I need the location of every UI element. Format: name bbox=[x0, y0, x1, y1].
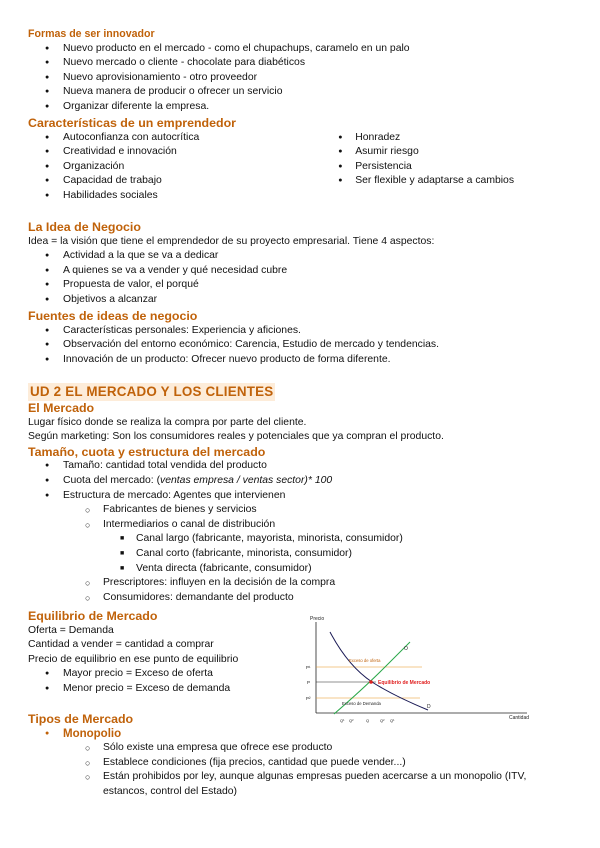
list-item-monopolio: ● Monopolio bbox=[28, 727, 580, 742]
sub-list-item: ○ Están prohibidos por ley, aunque algunas empresas pueden acercarse a un monopolio (ITV, estancos, control del Estado) bbox=[28, 770, 573, 799]
heading-tipos-mercado: Tipos de Mercado bbox=[28, 712, 134, 726]
section-idea-negocio bbox=[28, 220, 580, 308]
list-item: ● Nuevo producto en el mercado - como el chupachups, caramelo en un palo bbox=[28, 42, 580, 57]
sub-list-item: ○ Intermediarios o canal de distribución bbox=[28, 518, 580, 533]
sub-list-item: ○ Prescriptores: influyen en la decisión de la compra bbox=[28, 576, 580, 591]
sub-sub-list-item: ■ Canal corto (fabricante, minorista, consumidor) bbox=[28, 547, 580, 562]
heading-el-mercado: El Mercado bbox=[28, 401, 95, 415]
list-left-column bbox=[28, 131, 328, 204]
list-item: ● Actividad a la que se va a dedicar bbox=[28, 249, 580, 264]
list-item: ● Mayor precio = Exceso de oferta bbox=[28, 667, 580, 682]
sub-list-item: ○ Fabricantes de bienes y servicios bbox=[28, 503, 580, 518]
list-item: ● Menor precio = Exceso de demanda bbox=[28, 682, 580, 697]
list-item: ● Observación del entorno económico: Carencia, Estudio de mercado y tendencias. bbox=[28, 338, 580, 353]
list-item-cuota bbox=[28, 474, 580, 489]
list-item: ● Organizar diferente la empresa. bbox=[28, 100, 580, 115]
list-item: ● Capacidad de trabajo bbox=[28, 174, 328, 189]
list-item: ● Autoconfianza con autocrítica bbox=[28, 131, 328, 146]
list-item: ● Creatividad e innovación bbox=[28, 145, 328, 160]
q-tick-5: Q¹ bbox=[390, 718, 395, 723]
list-fuentes-ideas bbox=[28, 324, 580, 368]
section-formas-innovador bbox=[28, 27, 580, 115]
exceso-oferta-label: Exceso de oferta bbox=[349, 658, 381, 663]
cuota-label: Cuota del mercado: ( bbox=[63, 474, 161, 486]
sub-list-item: ○ Consumidores: demandante del producto bbox=[28, 591, 580, 606]
sub-list-item: ○ Establece condiciones (fija precios, cantidad que puede vender...) bbox=[28, 756, 580, 771]
list-idea-aspectos bbox=[28, 249, 580, 307]
cuota-tail: )* 100 bbox=[304, 474, 333, 486]
list-item: ● Objetivos a alcanzar bbox=[28, 293, 580, 308]
two-column-list bbox=[28, 131, 580, 204]
price-label-eq: P bbox=[307, 680, 311, 685]
equilibrium-label: Equilibrio de Mercado bbox=[378, 680, 431, 686]
heading-formas-innovador: Formas de ser innovador bbox=[28, 28, 155, 40]
list-item: ● Persistencia bbox=[328, 160, 580, 175]
list-right-column bbox=[328, 131, 580, 204]
sub-sub-list-item: ■ Venta directa (fabricante, consumidor) bbox=[28, 562, 580, 577]
list-item: ● Organización bbox=[28, 160, 328, 175]
heading-idea-negocio: La Idea de Negocio bbox=[28, 220, 141, 234]
q-tick-2: Q² bbox=[349, 718, 354, 723]
section-caracteristicas bbox=[28, 116, 580, 204]
heading-fuentes-ideas: Fuentes de ideas de negocio bbox=[28, 309, 198, 323]
section-tipos-mercado bbox=[28, 712, 580, 800]
section-fuentes-ideas bbox=[28, 309, 580, 367]
list-item: ● Nuevo mercado o cliente - chocolate para diabéticos bbox=[28, 56, 580, 71]
equilibrium-point bbox=[369, 680, 373, 684]
list-item: ● Nueva manera de producir o ofrecer un servicio bbox=[28, 85, 580, 100]
price-label-low: P² bbox=[306, 696, 311, 701]
supply-label: O bbox=[404, 646, 408, 652]
equilibrio-line-2: Cantidad a vender = cantidad a comprar bbox=[28, 639, 214, 651]
sub-list-item: ○ Sólo existe una empresa que ofrece ese producto bbox=[28, 741, 580, 756]
idea-intro: Idea = la visión que tiene el emprendedor de su proyecto empresarial. Tiene 4 aspectos: bbox=[28, 235, 435, 247]
list-item: ● Ser flexible y adaptarse a cambios bbox=[328, 174, 580, 189]
mercado-definition-1: Lugar físico donde se realiza la compra por parte del cliente. bbox=[28, 416, 307, 428]
equilibrio-line-3: Precio de equilibrio en ese punto de equilibrio bbox=[28, 653, 239, 665]
equilibrium-graph bbox=[302, 610, 538, 726]
price-label-high: P¹ bbox=[306, 665, 311, 670]
list-item: ● Tamaño: cantidad total vendida del producto bbox=[28, 459, 580, 474]
section-ud2 bbox=[28, 383, 580, 605]
x-axis-label: Cantidad bbox=[509, 715, 530, 721]
y-axis-label: Precio bbox=[310, 616, 325, 622]
exceso-demanda-label: Exceso de Demanda bbox=[342, 701, 381, 706]
sub-sub-list-item: ■ Canal largo (fabricante, mayorista, minorista, consumidor) bbox=[28, 532, 580, 547]
q-tick-3: Q bbox=[366, 718, 370, 723]
list-item: ● Nuevo aprovisionamiento - otro proveedor bbox=[28, 71, 580, 86]
cuota-formula: ventas empresa / ventas sector bbox=[160, 474, 305, 486]
list-tamano-cuota bbox=[28, 459, 580, 605]
demand-label: D bbox=[427, 704, 431, 710]
list-tipos-mercado bbox=[28, 727, 580, 800]
list-item: ● Habilidades sociales bbox=[28, 189, 328, 204]
list-item: ● Asumir riesgo bbox=[328, 145, 580, 160]
heading-caracteristicas: Características de un emprendedor bbox=[28, 116, 236, 130]
list-formas-innovador bbox=[28, 42, 580, 115]
mercado-definition-2: Según marketing: Son los consumidores reales y potenciales que ya compran el producto. bbox=[28, 431, 444, 443]
list-item: ● Propuesta de valor, el porqué bbox=[28, 278, 580, 293]
heading-tamano-cuota: Tamaño, cuota y estructura del mercado bbox=[28, 444, 266, 459]
ud2-title: UD 2 EL MERCADO Y LOS CLIENTES bbox=[30, 384, 274, 399]
heading-equilibrio: Equilibrio de Mercado bbox=[28, 609, 158, 623]
equilibrio-line-1: Oferta = Demanda bbox=[28, 624, 114, 636]
q-tick-4: Q² bbox=[380, 718, 385, 723]
list-item: ● Características personales: Experiencia y aficiones. bbox=[28, 324, 580, 339]
list-item: ● Innovación de un producto: Ofrecer nuevo producto de forma diferente. bbox=[28, 353, 580, 368]
q-tick-1: Q¹ bbox=[340, 718, 345, 723]
list-item: ● Honradez bbox=[328, 131, 580, 146]
list-item: ● A quienes se va a vender y qué necesidad cubre bbox=[28, 264, 580, 279]
list-item: ● Estructura de mercado: Agentes que intervienen bbox=[28, 489, 580, 504]
